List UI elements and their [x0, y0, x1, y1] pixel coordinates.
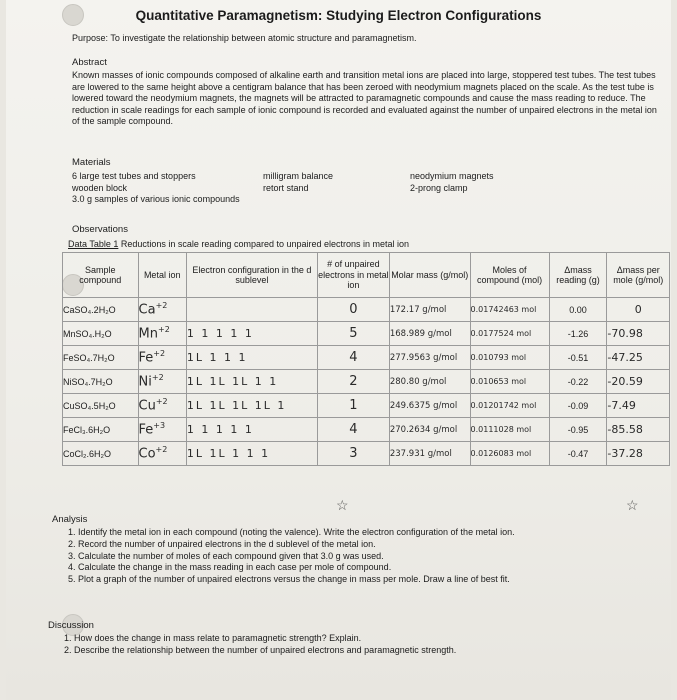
- cell-delta-per-mole: -70.98: [607, 322, 670, 346]
- materials-list-2: [263, 171, 333, 194]
- header-delta-mass: Δmass reading (g): [549, 253, 607, 298]
- cell-molar-mass: 168.989 g/mol: [389, 322, 470, 346]
- cell-molar-mass: 280.80 g/mol: [389, 370, 470, 394]
- table-row: [63, 322, 670, 346]
- cell-metal-ion: [138, 394, 186, 418]
- table-row: [63, 418, 670, 442]
- cell-compound: MnSO₄.H₂O: [63, 322, 139, 346]
- header-sample-compound: Sample compound: [63, 253, 139, 298]
- discussion-item: 2. Describe the relationship between the number of unpaired electrons and paramagnetic strength.: [74, 645, 674, 657]
- cell-moles: 0.010653 mol: [470, 370, 549, 394]
- ion-symbol: Co: [138, 446, 156, 462]
- cell-compound: FeCl₃.6H₂O: [63, 418, 139, 442]
- cell-unpaired: 5: [317, 322, 389, 346]
- material-item: milligram balance: [263, 171, 334, 181]
- cell-delta-per-mole: -20.59: [607, 370, 670, 394]
- cell-delta-mass: -0.47: [549, 442, 607, 466]
- materials-heading: Materials: [72, 157, 111, 168]
- analysis-item: 1. Identify the metal ion in each compound (noting the valence). Write the electron configuration of the metal ion.: [78, 527, 677, 539]
- cell-delta-mass: 0.00: [549, 298, 607, 322]
- material-item: wooden block: [72, 182, 128, 193]
- cell-electron-config: 1 1 1 1 1: [186, 322, 317, 346]
- ion-symbol: Mn: [138, 326, 158, 342]
- cell-metal-ion: [138, 298, 186, 322]
- analysis-list: [52, 527, 677, 586]
- table-header-row: [63, 253, 670, 298]
- materials-list-1: [72, 171, 240, 206]
- cell-molar-mass: 277.9563 g/mol: [389, 346, 470, 370]
- analysis-heading: Analysis: [52, 514, 88, 525]
- ion-charge: +2: [153, 349, 166, 359]
- cell-electron-config: 1L 1 1 1: [186, 346, 317, 370]
- ion-symbol: Fe: [138, 350, 154, 366]
- cell-delta-per-mole: -47.25: [607, 346, 670, 370]
- cell-unpaired: 1: [317, 394, 389, 418]
- table-row: [63, 346, 670, 370]
- cell-moles: 0.01201742 mol: [470, 394, 549, 418]
- material-item: neodymium magnets: [410, 171, 494, 181]
- cell-electron-config: 1L 1L 1 1 1: [186, 442, 317, 466]
- ion-symbol: Ca: [138, 302, 156, 318]
- header-molar-mass: Molar mass (g/mol): [389, 253, 470, 298]
- ion-charge: +2: [155, 301, 168, 311]
- material-item: 6 large test tubes and stoppers: [72, 171, 196, 181]
- cell-delta-mass: -0.51: [549, 346, 607, 370]
- table-label: Data Table 1: [68, 239, 119, 249]
- cell-moles: 0.010793 mol: [470, 346, 549, 370]
- ion-charge: +2: [155, 397, 168, 407]
- header-moles: Moles of compound (mol): [470, 253, 549, 298]
- table-caption-text: Reductions in scale reading compared to unpaired electrons in metal ion: [118, 239, 410, 249]
- discussion-list: [48, 633, 674, 657]
- material-item: 2-prong clamp: [410, 182, 468, 193]
- worksheet-page: [6, 0, 671, 700]
- table-row: [63, 394, 670, 418]
- table-row: [63, 298, 670, 322]
- cell-moles: 0.0177524 mol: [470, 322, 549, 346]
- discussion-heading: Discussion: [48, 620, 94, 631]
- cell-metal-ion: [138, 442, 186, 466]
- observations-heading: Observations: [72, 224, 128, 235]
- cell-unpaired: 4: [317, 418, 389, 442]
- cell-electron-config: 1L 1L 1L 1L 1: [186, 394, 317, 418]
- cell-moles: 0.01742463 mol: [470, 298, 549, 322]
- table-row: [63, 370, 670, 394]
- cell-delta-per-mole: -7.49: [607, 394, 670, 418]
- analysis-item: 3. Calculate the number of moles of each compound given that 3.0 g was used.: [78, 551, 677, 563]
- header-electron-config: Electron configuration in the d sublevel: [186, 253, 317, 298]
- cell-delta-mass: -0.09: [549, 394, 607, 418]
- header-metal-ion: Metal ion: [138, 253, 186, 298]
- cell-delta-mass: -0.22: [549, 370, 607, 394]
- ion-symbol: Cu: [138, 398, 156, 414]
- cell-molar-mass: 270.2634 g/mol: [389, 418, 470, 442]
- cell-molar-mass: 249.6375 g/mol: [389, 394, 470, 418]
- cell-delta-mass: -1.26: [549, 322, 607, 346]
- cell-compound: CaSO₄.2H₂O: [63, 298, 139, 322]
- cell-compound: CuSO₄.5H₂O: [63, 394, 139, 418]
- star-mark: ☆: [626, 497, 639, 513]
- purpose-text: Purpose: To investigate the relationship between atomic structure and paramagnetism.: [72, 33, 417, 43]
- cell-metal-ion: [138, 418, 186, 442]
- cell-compound: NiSO₄.7H₂O: [63, 370, 139, 394]
- analysis-item: 2. Record the number of unpaired electrons in the d sublevel of the metal ion.: [78, 539, 677, 551]
- cell-unpaired: 0: [317, 298, 389, 322]
- cell-metal-ion: [138, 322, 186, 346]
- analysis-item: 4. Calculate the change in the mass reading in each case per mole of compound.: [78, 562, 677, 574]
- ion-charge: +2: [151, 373, 164, 383]
- ion-charge: +2: [155, 445, 168, 455]
- page-title: Quantitative Paramagnetism: Studying Electron Configurations: [135, 8, 542, 23]
- cell-unpaired: 3: [317, 442, 389, 466]
- cell-electron-config: [186, 298, 317, 322]
- cell-delta-mass: -0.95: [549, 418, 607, 442]
- materials-list-3: [410, 171, 494, 194]
- cell-moles: 0.0126083 mol: [470, 442, 549, 466]
- ion-charge: +2: [157, 325, 170, 335]
- cell-compound: FeSO₄.7H₂O: [63, 346, 139, 370]
- cell-electron-config: 1L 1L 1L 1 1: [186, 370, 317, 394]
- cell-electron-config: 1 1 1 1 1: [186, 418, 317, 442]
- ion-symbol: Ni: [138, 374, 152, 390]
- cell-delta-per-mole: -37.28: [607, 442, 670, 466]
- cell-molar-mass: 237.931 g/mol: [389, 442, 470, 466]
- ion-charge: +3: [153, 421, 166, 431]
- header-unpaired: # of unpaired electrons in metal ion: [317, 253, 389, 298]
- cell-metal-ion: [138, 370, 186, 394]
- star-mark: ☆: [336, 497, 349, 513]
- analysis-item: 5. Plot a graph of the number of unpaired electrons versus the change in mass per mole. Draw a line of best fit.: [78, 574, 677, 586]
- cell-molar-mass: 172.17 g/mol: [389, 298, 470, 322]
- cell-unpaired: 4: [317, 346, 389, 370]
- cell-metal-ion: [138, 346, 186, 370]
- data-table: [62, 252, 670, 466]
- material-item: 3.0 g samples of various ionic compounds: [72, 194, 240, 204]
- table-row: [63, 442, 670, 466]
- abstract-heading: Abstract: [72, 57, 107, 68]
- table-caption: [68, 239, 409, 249]
- material-item: retort stand: [263, 182, 309, 193]
- cell-delta-per-mole: -85.58: [607, 418, 670, 442]
- cell-delta-per-mole: 0: [607, 298, 670, 322]
- abstract-body: Known masses of ionic compounds composed of alkaline earth and transition metal ions are placed into large, stoppered test tubes. The test tubes are lowered to the same height above a centigram balance that has been zeroed with neodymium magnets placed on the scale. As the test tube is lowered toward the neodymium magnets, the magnets will be attracted to paramagnetic compounds and cause the mass reading to reduce. The reduction in scale readings for each sample of ionic compound is recorded and evaluated against the number of unpaired electrons in the metal ion of the sample compound.: [72, 70, 657, 126]
- discussion-item: 1. How does the change in mass relate to paramagnetic strength? Explain.: [74, 633, 674, 645]
- header-delta-per-mole: Δmass per mole (g/mol): [607, 253, 670, 298]
- cell-unpaired: 2: [317, 370, 389, 394]
- cell-compound: CoCl₂.6H₂O: [63, 442, 139, 466]
- cell-moles: 0.0111028 mol: [470, 418, 549, 442]
- ion-symbol: Fe: [138, 422, 154, 438]
